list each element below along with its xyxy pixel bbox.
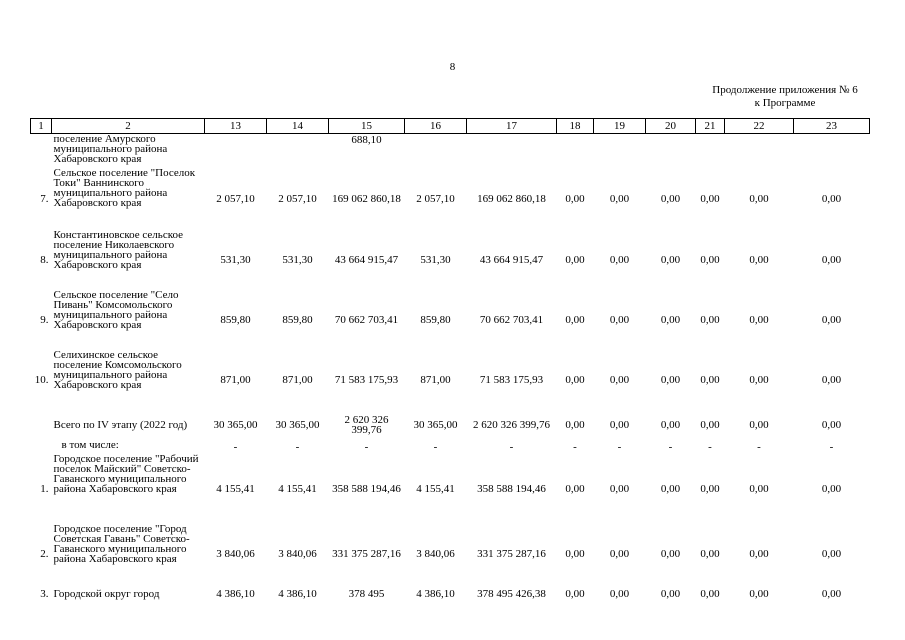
cell-15: 43 664 915,47 bbox=[334, 253, 399, 266]
cell-19 bbox=[594, 134, 646, 168]
header-cell: 17 bbox=[467, 119, 557, 134]
row-number: 7. bbox=[40, 192, 49, 205]
cell-22: 0,00 bbox=[749, 253, 769, 266]
cell-22: 0,00 bbox=[749, 373, 769, 386]
cell-18: 0,00 bbox=[565, 253, 585, 266]
cell-15: 169 062 860,18 bbox=[332, 192, 401, 205]
cell-13: - bbox=[233, 440, 238, 453]
cell-23: 0,00 bbox=[821, 313, 842, 326]
table-row bbox=[31, 524, 870, 584]
cell-22: 0,00 bbox=[749, 482, 769, 495]
table-row bbox=[31, 290, 870, 350]
cell-20: 0,00 bbox=[660, 587, 681, 600]
cell-13: 859,80 bbox=[220, 313, 251, 326]
cell-14: 4 386,10 bbox=[278, 587, 317, 600]
row-number: 1. bbox=[40, 482, 49, 495]
cell-13: 531,30 bbox=[220, 253, 251, 266]
appendix-caption-line2: к Программе bbox=[754, 97, 816, 109]
cell-23: 0,00 bbox=[821, 253, 842, 266]
cell-17: - bbox=[509, 440, 514, 453]
cell-14: 531,30 bbox=[282, 253, 313, 266]
cell-21: 0,00 bbox=[700, 418, 720, 431]
cell-23 bbox=[794, 134, 870, 168]
cell-19: - bbox=[617, 440, 622, 453]
cell-20: - bbox=[668, 440, 673, 453]
cell-14: - bbox=[295, 440, 300, 453]
header-cell: 1 bbox=[31, 119, 52, 134]
cell-21 bbox=[696, 134, 725, 168]
row-name: Селихинское сельское поселение Комсомольского муниципального района Хабаровского края bbox=[53, 348, 182, 391]
program-table bbox=[30, 118, 870, 604]
table-row bbox=[31, 134, 870, 168]
cell-19: 0,00 bbox=[609, 418, 630, 431]
cell-18: 0,00 bbox=[565, 547, 585, 560]
cell-13: 2 057,10 bbox=[216, 192, 255, 205]
cell-21: 0,00 bbox=[700, 253, 720, 266]
table-row bbox=[31, 168, 870, 230]
row-name: Константиновское сельское поселение Николаевского муниципального района Хабаровского края bbox=[53, 228, 184, 271]
row-number: 2. bbox=[40, 547, 49, 560]
header-cell: 16 bbox=[405, 119, 467, 134]
cell-17 bbox=[467, 134, 557, 168]
cell-17: 378 495 426,38 bbox=[477, 587, 546, 600]
cell-21: 0,00 bbox=[700, 373, 720, 386]
cell-13: 3 840,06 bbox=[216, 547, 255, 560]
appendix-caption-line1: Продолжение приложения № 6 bbox=[712, 84, 858, 96]
cell-22: - bbox=[757, 440, 761, 453]
cell-14: 859,80 bbox=[282, 313, 313, 326]
cell-15: 71 583 175,93 bbox=[334, 373, 399, 386]
row-name: Городской округ город bbox=[53, 587, 160, 600]
cell-23: 0,00 bbox=[821, 373, 842, 386]
header-cell: 19 bbox=[594, 119, 646, 134]
table-row bbox=[31, 230, 870, 290]
cell-13: 4 155,41 bbox=[216, 482, 255, 495]
cell-13: 871,00 bbox=[220, 373, 251, 386]
cell-18: 0,00 bbox=[565, 482, 585, 495]
row-number: 10. bbox=[34, 373, 49, 386]
cell-22: 0,00 bbox=[749, 418, 769, 431]
cell-15: - bbox=[364, 440, 369, 453]
cell-13: 4 386,10 bbox=[216, 587, 255, 600]
cell-16 bbox=[405, 134, 467, 168]
cell-16: 30 365,00 bbox=[413, 418, 458, 431]
cell-16: 531,30 bbox=[420, 253, 451, 266]
cell-16: 871,00 bbox=[420, 373, 451, 386]
row-number bbox=[31, 134, 52, 168]
header-cell: 15 bbox=[329, 119, 405, 134]
header-cell: 23 bbox=[794, 119, 870, 134]
page-number: 8 bbox=[449, 61, 456, 73]
appendix-caption bbox=[680, 84, 890, 110]
header-cell: 18 bbox=[557, 119, 594, 134]
cell-22: 0,00 bbox=[749, 587, 769, 600]
cell-19: 0,00 bbox=[609, 482, 630, 495]
cell-17: 358 588 194,46 bbox=[477, 482, 546, 495]
cell-20: 0,00 bbox=[660, 547, 681, 560]
cell-14: 2 057,10 bbox=[278, 192, 317, 205]
header-cell: 13 bbox=[205, 119, 267, 134]
cell-18: 0,00 bbox=[565, 373, 585, 386]
cell-21: - bbox=[708, 440, 712, 453]
cell-19: 0,00 bbox=[609, 253, 630, 266]
table-header-row bbox=[31, 119, 870, 134]
header-cell: 21 bbox=[696, 119, 725, 134]
row-name: в том числе: bbox=[61, 438, 119, 451]
cell-15: 688,10 bbox=[351, 134, 382, 146]
cell-21: 0,00 bbox=[700, 313, 720, 326]
cell-19: 0,00 bbox=[609, 587, 630, 600]
row-name: Городское поселение "Город Советская Гавань" Советско-Гаванского муниципального района Хабаровского края bbox=[53, 522, 190, 565]
table-row-total bbox=[31, 410, 870, 440]
cell-20 bbox=[646, 134, 696, 168]
cell-18: - bbox=[573, 440, 577, 453]
cell-23: 0,00 bbox=[821, 482, 842, 495]
header-cell: 14 bbox=[267, 119, 329, 134]
cell-17: 169 062 860,18 bbox=[477, 192, 546, 205]
cell-22: 0,00 bbox=[749, 192, 769, 205]
row-number: 8. bbox=[40, 253, 49, 266]
table-row bbox=[31, 454, 870, 524]
cell-14 bbox=[267, 134, 329, 168]
row-number: 9. bbox=[40, 313, 49, 326]
header-cell: 2 bbox=[52, 119, 205, 134]
header-cell: 20 bbox=[646, 119, 696, 134]
cell-14: 3 840,06 bbox=[278, 547, 317, 560]
cell-17: 331 375 287,16 bbox=[477, 547, 546, 560]
cell-18: 0,00 bbox=[565, 313, 585, 326]
cell-17: 43 664 915,47 bbox=[479, 253, 544, 266]
cell-23: - bbox=[829, 440, 834, 453]
row-name: поселение Амурского муниципального района Хабаровского края bbox=[53, 133, 168, 165]
cell-20: 0,00 bbox=[660, 313, 681, 326]
cell-22: 0,00 bbox=[749, 547, 769, 560]
cell-15: 331 375 287,16 bbox=[332, 547, 401, 560]
cell-15: 358 588 194,46 bbox=[332, 482, 401, 495]
cell-19: 0,00 bbox=[609, 373, 630, 386]
cell-13 bbox=[205, 134, 267, 168]
cell-14: 871,00 bbox=[282, 373, 313, 386]
cell-18: 0,00 bbox=[565, 192, 585, 205]
cell-23: 0,00 bbox=[821, 547, 842, 560]
cell-16: 4 155,41 bbox=[416, 482, 455, 495]
cell-21: 0,00 bbox=[700, 482, 720, 495]
cell-15: 70 662 703,41 bbox=[334, 313, 399, 326]
row-name: Сельское поселение "Поселок Токи" Ваннинского муниципального района Хабаровского края bbox=[53, 166, 196, 209]
cell-13: 30 365,00 bbox=[213, 418, 258, 431]
row-name: Городское поселение "Рабочий поселок Майский" Советско-Гаванского муниципального района Хабаровского края bbox=[53, 452, 199, 495]
row-number: 3. bbox=[40, 587, 49, 600]
row-number bbox=[31, 440, 52, 454]
cell-18 bbox=[557, 134, 594, 168]
cell-22 bbox=[725, 134, 794, 168]
row-name: Всего по IV этапу (2022 год) bbox=[53, 418, 188, 431]
cell-23: 0,00 bbox=[821, 418, 842, 431]
cell-17: 70 662 703,41 bbox=[479, 313, 544, 326]
cell-20: 0,00 bbox=[660, 373, 681, 386]
cell-20: 0,00 bbox=[660, 253, 681, 266]
cell-21: 0,00 bbox=[700, 192, 720, 205]
cell-20: 0,00 bbox=[660, 418, 681, 431]
cell-21: 0,00 bbox=[700, 547, 720, 560]
cell-16: 859,80 bbox=[420, 313, 451, 326]
table-row bbox=[31, 350, 870, 410]
cell-23: 0,00 bbox=[821, 587, 842, 600]
cell-23: 0,00 bbox=[821, 192, 842, 205]
row-name: Сельское поселение "Село Пивань" Комсомольского муниципального района Хабаровского края bbox=[53, 288, 179, 331]
cell-18: 0,00 bbox=[565, 587, 585, 600]
table-row bbox=[31, 584, 870, 604]
cell-15: 2 620 326 399,76 bbox=[344, 413, 389, 436]
cell-20: 0,00 bbox=[660, 192, 681, 205]
row-number bbox=[31, 410, 52, 440]
cell-19: 0,00 bbox=[609, 313, 630, 326]
cell-17: 71 583 175,93 bbox=[479, 373, 544, 386]
cell-14: 30 365,00 bbox=[275, 418, 320, 431]
cell-15: 378 495 bbox=[348, 587, 385, 600]
cell-16: 4 386,10 bbox=[416, 587, 455, 600]
cell-16: 2 057,10 bbox=[416, 192, 455, 205]
table-row bbox=[31, 440, 870, 454]
cell-18: 0,00 bbox=[565, 418, 585, 431]
cell-19: 0,00 bbox=[609, 547, 630, 560]
cell-16: - bbox=[433, 440, 438, 453]
cell-17: 2 620 326 399,76 bbox=[473, 418, 550, 431]
cell-19: 0,00 bbox=[609, 192, 630, 205]
cell-16: 3 840,06 bbox=[416, 547, 455, 560]
header-cell: 22 bbox=[725, 119, 794, 134]
cell-21: 0,00 bbox=[700, 587, 720, 600]
cell-14: 4 155,41 bbox=[278, 482, 317, 495]
cell-22: 0,00 bbox=[749, 313, 769, 326]
cell-20: 0,00 bbox=[660, 482, 681, 495]
